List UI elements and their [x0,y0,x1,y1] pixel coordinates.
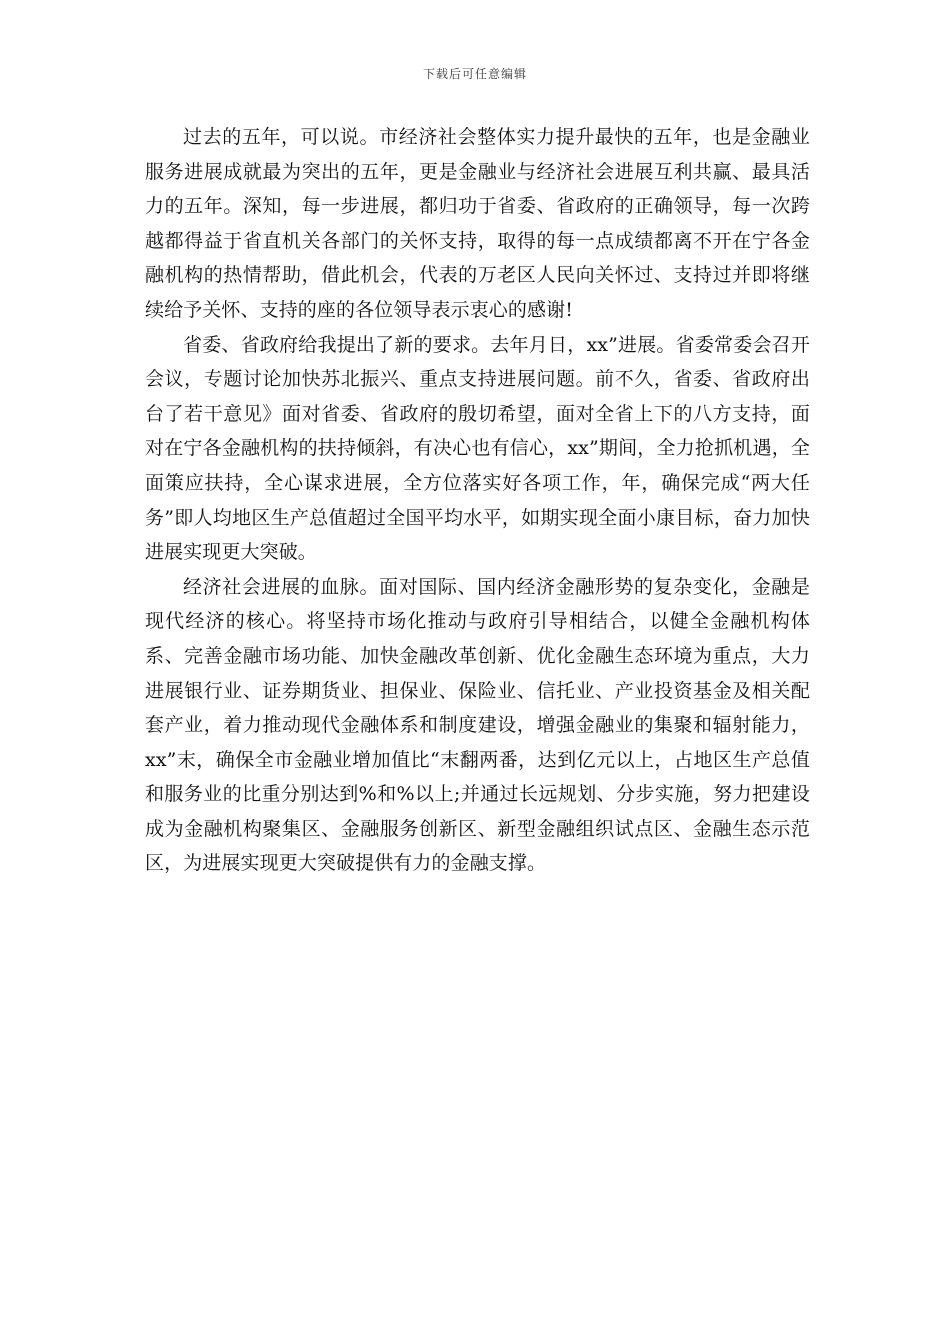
page-header-note: 下载后可任意编辑 [422,67,527,81]
document-body [145,120,810,881]
paragraph-3: 经济社会进展的血脉。面对国际、国内经济金融形势的复杂变化，金融是现代经济的核心。将坚持市场化推动与政府引导相结合，以健全金融机构体系、完善金融市场功能、加快金融改革创新、优化金融生态环境为重点，大力进展银行业、证券期货业、担保业、保险业、信托业、产业投资基金及相关配套产业，着力推动现代金融体系和制度建设，增强金融业的集聚和辐射能力，xx”末，确保全市金融业增加值比“末翻两番，达到亿元以上，占地区生产总值和服务业的比重分别达到%和%以上;并通过长远规划、分步实施，努力把建设成为金融机构聚集区、金融服务创新区、新型金融组织试点区、金融生态示范区，为进展实现更大突破提供有力的金融支撑。 [145,575,810,875]
paragraph-1: 过去的五年，可以说。市经济社会整体实力提升最快的五年，也是金融业服务进展成就最为突出的五年，更是金融业与经济社会进展互利共赢、最具活力的五年。深知，每一步进展，都归功于省委、省政府的正确领导，每一次跨越都得益于省直机关各部门的关怀支持，取得的每一点成绩都离不开在宁各金融机构的热情帮助，借此机会，代表的万老区人民向关怀过、支持过并即将继续给予关怀、支持的座的各位领导表示衷心的感谢! [145,126,810,321]
paragraph-2: 省委、省政府给我提出了新的要求。去年月日，xx”进展。省委常委会召开会议，专题讨论加快苏北振兴、重点支持进展问题。前不久，省委、省政府出台了若干意见》面对省委、省政府的殷切希望，面对全省上下的八方支持，面对在宁各金融机构的扶持倾斜，有决心也有信心，xx”期间，全力抢抓机遇，全面策应扶持，全心谋求进展，全方位落实好各项工作，年，确保完成“两大任务”即人均地区生产总值超过全国平均水平，如期实现全面小康目标，奋力加快进展实现更大突破。 [145,333,810,564]
